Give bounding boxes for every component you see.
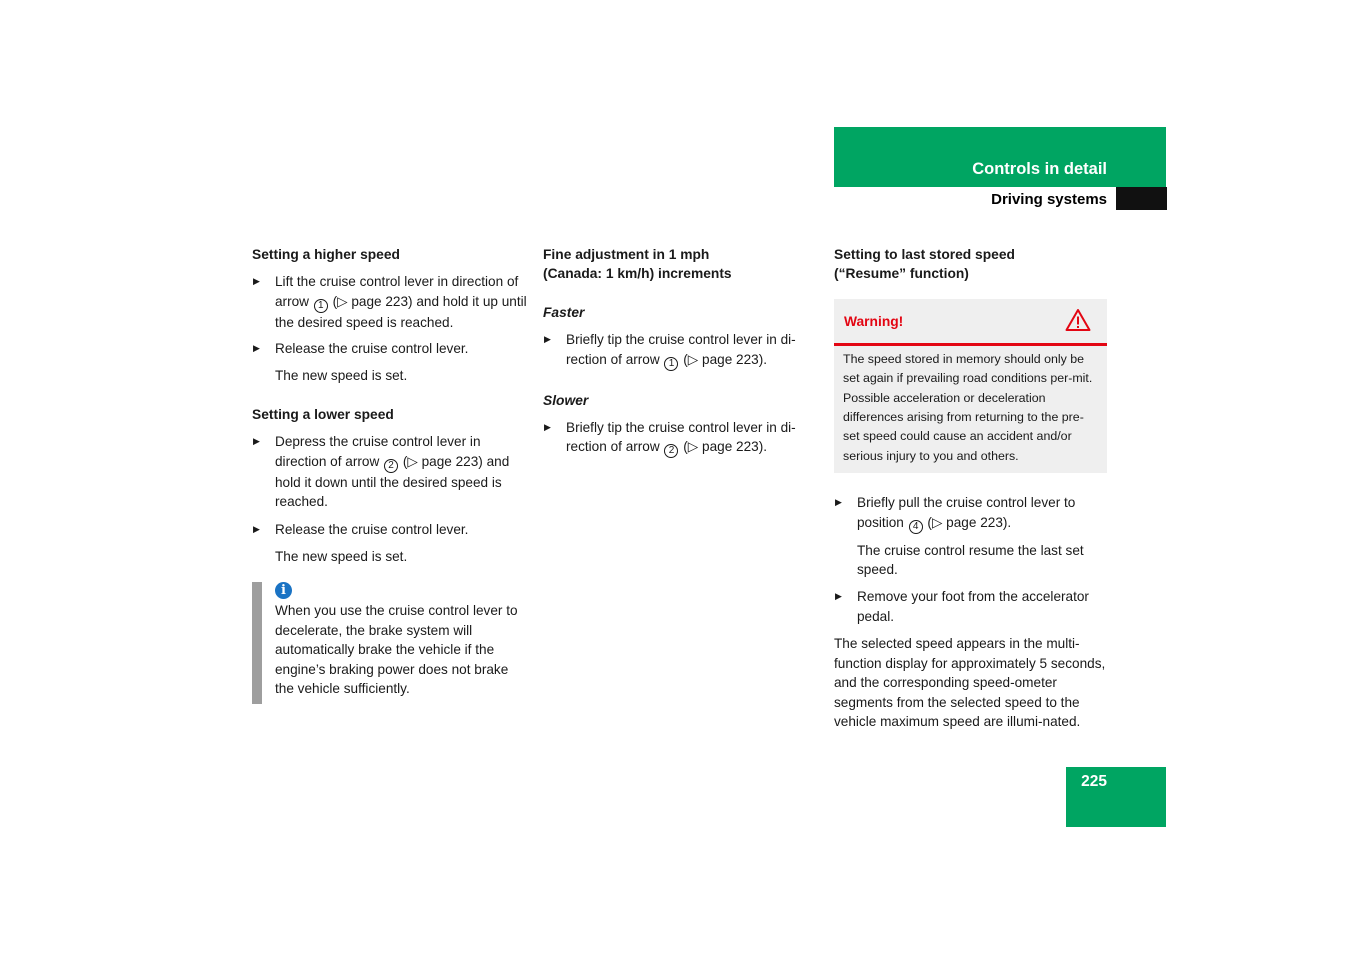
heading-slower: Slower xyxy=(543,392,589,408)
heading-resume: Setting to last stored speed (“Resume” function) xyxy=(834,247,1015,282)
column-middle xyxy=(543,245,818,458)
info-text: When you use the cruise control lever to decelerate, the brake system will automatically brake the vehicle if the engine’s braking power does not brake the vehicle sufficiently. xyxy=(275,603,518,697)
section-subtitle: Driving systems xyxy=(991,191,1107,208)
warning-text: The speed stored in memory should only be set again if prevailing road conditions per-mit. Possible acceleration or deceleration differences arising from returning to the pre-set speed could cause an accident and/or serious injury to you and others. xyxy=(843,351,1093,463)
step-faster: ▶ Briefly tip the cruise control lever in di-rection of arrow 1 (▷ page 223). xyxy=(543,330,818,370)
arrow-number-icon: 1 xyxy=(664,357,678,371)
step-slower: ▶ Briefly tip the cruise control lever in di-rection of arrow 2 (▷ page 223). xyxy=(543,418,818,458)
step-higher-2: ▶ Release the cruise control lever. xyxy=(252,339,527,358)
step-lower-2: ▶ Release the cruise control lever. xyxy=(252,520,527,539)
page-number: 225 xyxy=(1081,773,1107,790)
warning-header xyxy=(834,299,1107,346)
warning-label: Warning! xyxy=(844,313,904,329)
resume-paragraph: The selected speed appears in the multi-function display for approximately 5 seconds, and the corresponding speed-ometer segments from the selected speed to the vehicle maximum speed are illumi-nated. xyxy=(834,636,1106,729)
heading-faster: Faster xyxy=(543,304,585,320)
heading-higher-speed: Setting a higher speed xyxy=(252,247,400,262)
warning-box xyxy=(834,299,1107,473)
heading-fine-adjust: Fine adjustment in 1 mph (Canada: 1 km/h) increments xyxy=(543,247,732,282)
warning-triangle-icon xyxy=(1065,308,1091,332)
step-higher-1: ▶ Lift the cruise control lever in direction of arrow 1 (▷ page 223) and hold it up until the desired speed is reached. xyxy=(252,272,527,332)
step-lower-1: ▶ Depress the cruise control lever in direction of arrow 2 (▷ page 223) and hold it down until the desired speed is reached. xyxy=(252,432,527,511)
result-resume: The cruise control resume the last set speed. xyxy=(857,542,1084,578)
arrow-number-icon: 2 xyxy=(384,459,398,473)
info-bar xyxy=(252,582,262,703)
section-title: Controls in detail xyxy=(972,160,1107,178)
info-note xyxy=(252,582,527,698)
info-icon: i xyxy=(275,582,292,599)
column-right xyxy=(834,245,1107,731)
column-left xyxy=(252,245,527,699)
header-marker xyxy=(1116,187,1167,210)
arrow-number-icon: 2 xyxy=(664,444,678,458)
result-lower: The new speed is set. xyxy=(275,549,408,565)
step-resume-2: ▶ Remove your foot from the accelerator pedal. xyxy=(834,587,1107,626)
arrow-number-icon: 1 xyxy=(314,299,328,313)
step-resume-1: ▶ Briefly pull the cruise control lever to position 4 (▷ page 223). xyxy=(834,493,1107,533)
position-number-icon: 4 xyxy=(909,520,923,534)
result-higher: The new speed is set. xyxy=(275,367,408,383)
heading-lower-speed: Setting a lower speed xyxy=(252,407,394,423)
